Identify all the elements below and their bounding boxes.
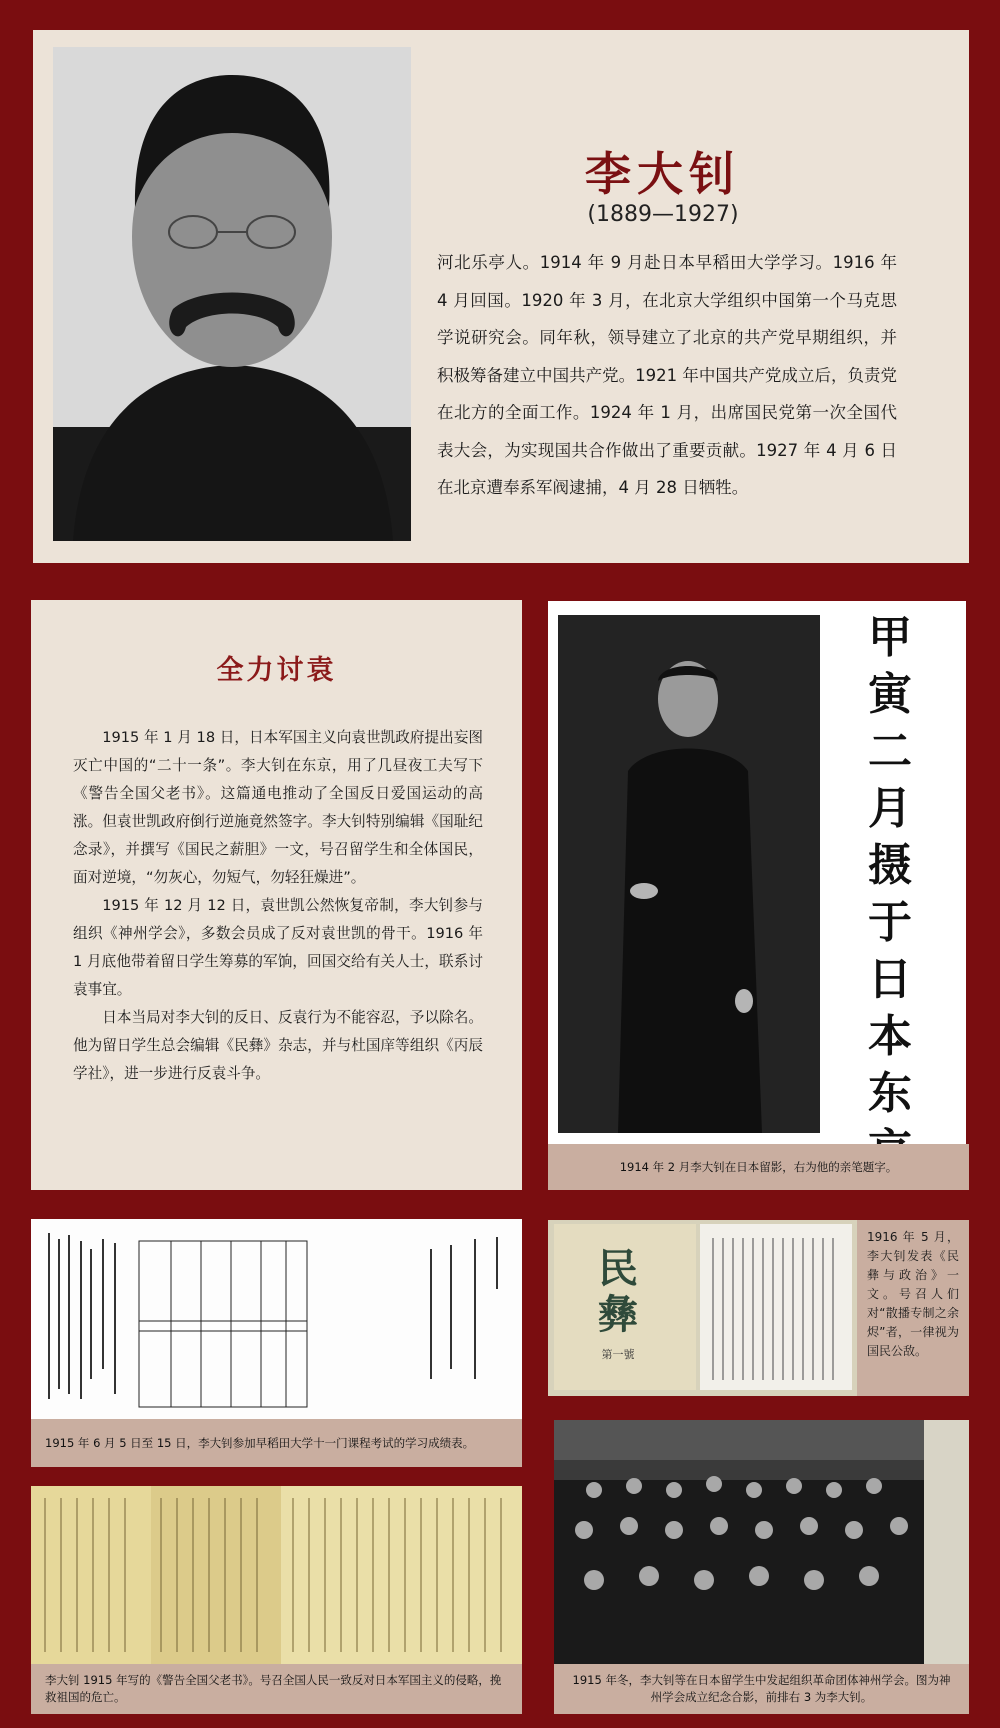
letter-caption: 李大钊 1915 年写的《警告全国父老书》。号召全国人民一致反对日本军国主义的侵略，挽救祖国的危亡。 xyxy=(31,1664,522,1714)
magazine-title: 民彝 xyxy=(598,1245,638,1338)
section-title: 全力讨袁 xyxy=(216,655,337,686)
letter-manuscript-photo xyxy=(31,1486,522,1664)
section-paragraph: 1915 年 12 月 12 日，袁世凯公然恢复帝制，李大钊参与组织《神州学会》，多数会员成了反对袁世凯的骨干。1916 年 1 月底他带着留日学生筹募的军饷，回国交给有关人士，联系讨袁事宜。 xyxy=(73,897,483,998)
portrait-photo xyxy=(53,47,411,541)
bio-panel xyxy=(33,30,969,563)
japan-portrait-photo xyxy=(548,601,966,1144)
section-panel xyxy=(31,600,522,1190)
magazine-issue: 第一號 xyxy=(601,1348,635,1361)
person-name: 李大钊 xyxy=(585,147,741,201)
lifespan: (1889—1927) xyxy=(587,202,739,227)
section-paragraph: 1915 年 1 月 18 日，日本军国主义向袁世凯政府提出妄图灭亡中国的“二十一条”。李大钊在东京，用了几昼夜工夫写下《警告全国父老书》。这篇通电推动了全国反日爱国运动的高涨。但袁世凯政府倒行逆施竟然签字。李大钊特别编辑《国耻纪念录》，并撰写《国民之薪胆》一文，号召留学生和全体国民，面对逆境，“勿灰心，勿短气，勿轻狂燥进”。 xyxy=(73,729,483,886)
minyi-caption: 1916 年 5 月，李大钊发表《民彝与政治》一文。号召人们对“散播专制之余烬”者，一律视为国民公敌。 xyxy=(857,1220,969,1396)
section-body xyxy=(73,724,483,1088)
group-photo-caption: 1915 年冬，李大钊等在日本留学生中发起组织革命团体神州学会。图为神州学会成立纪念合影，前排右 3 为李大钊。 xyxy=(554,1664,969,1714)
bio-text: 河北乐亭人。1914 年 9 月赴日本早稻田大学学习。1916 年 4 月回国。1920 年 3 月，在北京大学组织中国第一个马克思学说研究会。同年秋，领导建立了北京的共产党早期组织，并积极筹备建立中国共产党。1921 年中国共产党成立后，负责党在北方的全面工作。1924 年 1 月，出席国民党第一次全国代表大会，为实现国共合作做出了重要贡献。1927 年 4 月 6 日在北京遭奉系军阀逮捕，4 月 28 日牺牲。 xyxy=(437,253,897,497)
minyi-magazine-photo xyxy=(548,1220,857,1396)
group-photo xyxy=(554,1420,969,1664)
grade-sheet-photo xyxy=(31,1219,522,1419)
calligraphy-inscription: 甲寅二月摄于日本东 xyxy=(868,612,912,1119)
grade-sheet-caption: 1915 年 6 月 5 日至 15 日，李大钊参加早稻田大学十一门课程考试的学习成绩表。 xyxy=(31,1419,522,1467)
japan-photo-caption: 1914 年 2 月李大钊在日本留影，右为他的亲笔题字。 xyxy=(548,1144,969,1190)
section-paragraph: 日本当局对李大钊的反日、反袁行为不能容忍，予以除名。他为留日学生总会编辑《民彝》杂志，并与杜国庠等组织《丙辰学社》，进一步进行反袁斗争。 xyxy=(73,1009,483,1082)
